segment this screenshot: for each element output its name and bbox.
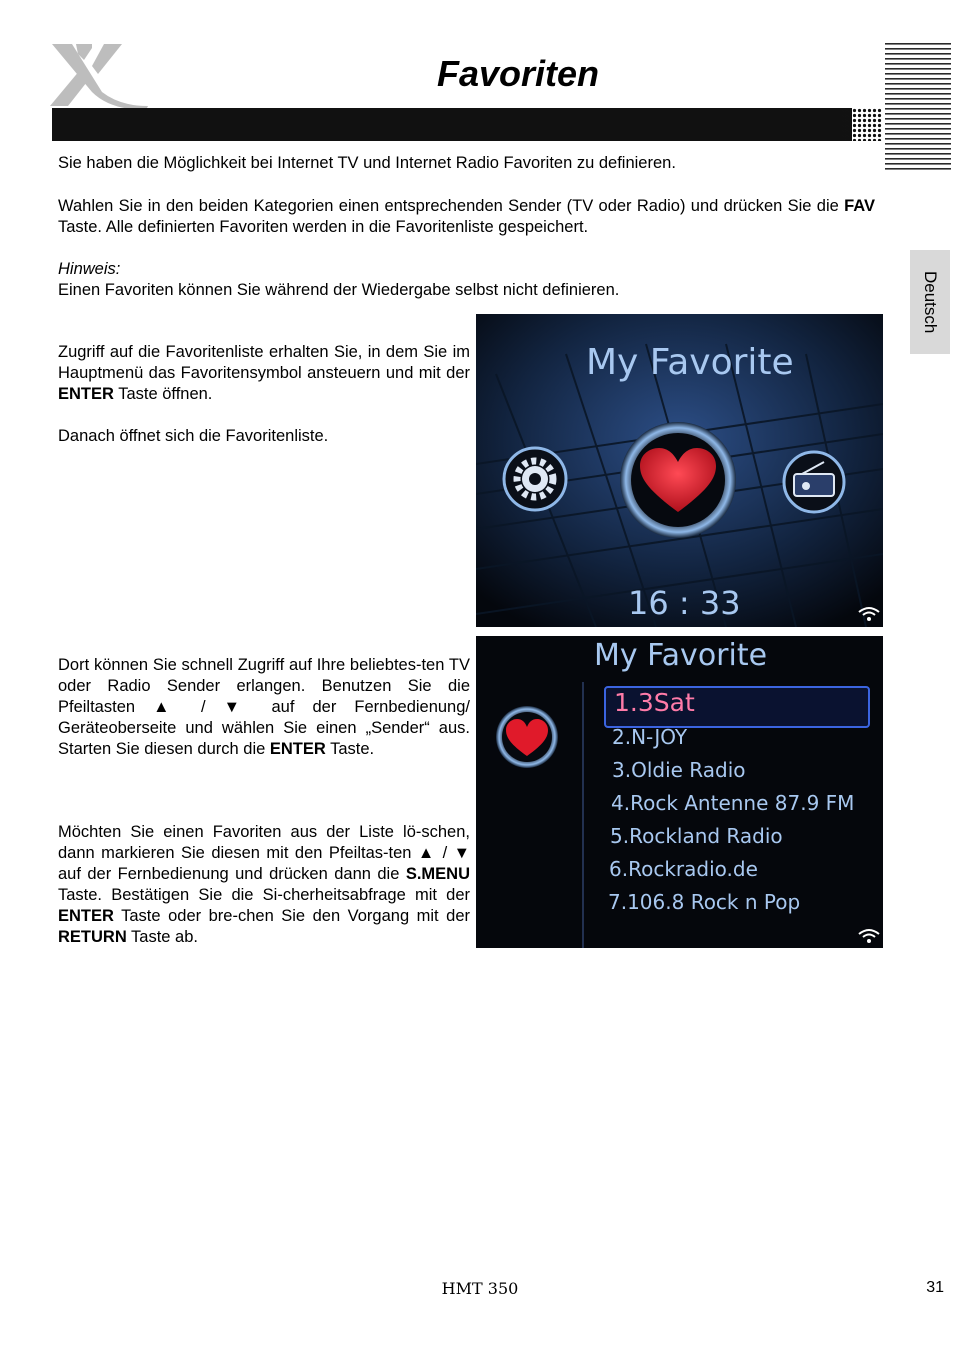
clock-display: 16 : 33 — [628, 584, 741, 622]
page-title: Favoriten — [436, 53, 600, 94]
intro-paragraph-1: Sie haben die Möglichkeit bei Internet TV und Internet Radio Favoriten zu definieren. — [58, 154, 676, 172]
heart-icon — [618, 420, 738, 540]
list-item[interactable]: 1.3Sat — [614, 688, 695, 717]
intro-paragraph-2: Wahlen Sie in den beiden Kategorien einen entsprechenden Sender (TV oder Radio) und drücken Sie die FAV Taste. Alle definierten Favoriten werden in die Favoritenliste gespeichert. — [58, 197, 875, 236]
list-item[interactable]: 5.Rockland Radio — [610, 824, 783, 848]
note-text: Einen Favoriten können Sie während der Wiedergabe selbst nicht definieren. — [58, 281, 620, 299]
list-item[interactable]: 7.106.8 Rock n Pop — [608, 890, 801, 914]
list-item[interactable]: 6.Rockradio.de — [609, 857, 758, 881]
wifi-icon — [858, 606, 880, 622]
decorative-stripes — [885, 43, 951, 173]
screen2-title: My Favorite — [594, 638, 768, 673]
note-label: Hinweis: — [58, 260, 121, 278]
gear-icon — [502, 446, 568, 512]
screen1-title: My Favorite — [586, 342, 794, 383]
wifi-icon — [858, 928, 880, 944]
page-number: 31 — [926, 1279, 944, 1296]
language-tab-label: Deutsch — [921, 270, 940, 334]
favorite-list-screenshot — [476, 636, 883, 948]
header-bar — [52, 108, 882, 141]
main-menu-screenshot — [476, 314, 883, 627]
list-item[interactable]: 4.Rock Antenne 87.9 FM — [611, 791, 855, 815]
section1-paragraph: Zugriff auf die Favoritenliste erhalten Sie, in dem Sie im Hauptmenü das Favoritensymbol ansteuern und mit der ENTER Taste öffnen. — [58, 343, 470, 403]
radio-icon — [782, 450, 846, 514]
section1-paragraph-2: Danach öffnet sich die Favoritenliste. — [58, 427, 329, 445]
heart-icon — [494, 704, 560, 770]
list-item[interactable]: 3.Oldie Radio — [612, 758, 746, 782]
section2-paragraph: Dort können Sie schnell Zugriff auf Ihre beliebtes-ten TV oder Radio Sender erlangen. Benutzen Sie die Pfeiltasten ▲ / ▼ auf der Fernbedienung/ Geräteoberseite und wählen Sie einen „Sender“ aus. Starten Sie diesen durch die ENTER Taste. — [58, 656, 470, 758]
footer-model: HMT 350 — [441, 1279, 519, 1298]
list-item[interactable]: 2.N-JOY — [612, 725, 688, 749]
section3-paragraph: Möchten Sie einen Favoriten aus der Liste lö-schen, dann markieren Sie diesen mit den Pfeiltas-ten ▲ / ▼ auf der Fernbedienung und drücken dann die S.MENU Taste. Bestätigen Sie die Si-cherheitsabfrage mit der ENTER Taste oder bre-chen Sie den Vorgang mit der RETURN Taste ab. — [58, 823, 470, 946]
